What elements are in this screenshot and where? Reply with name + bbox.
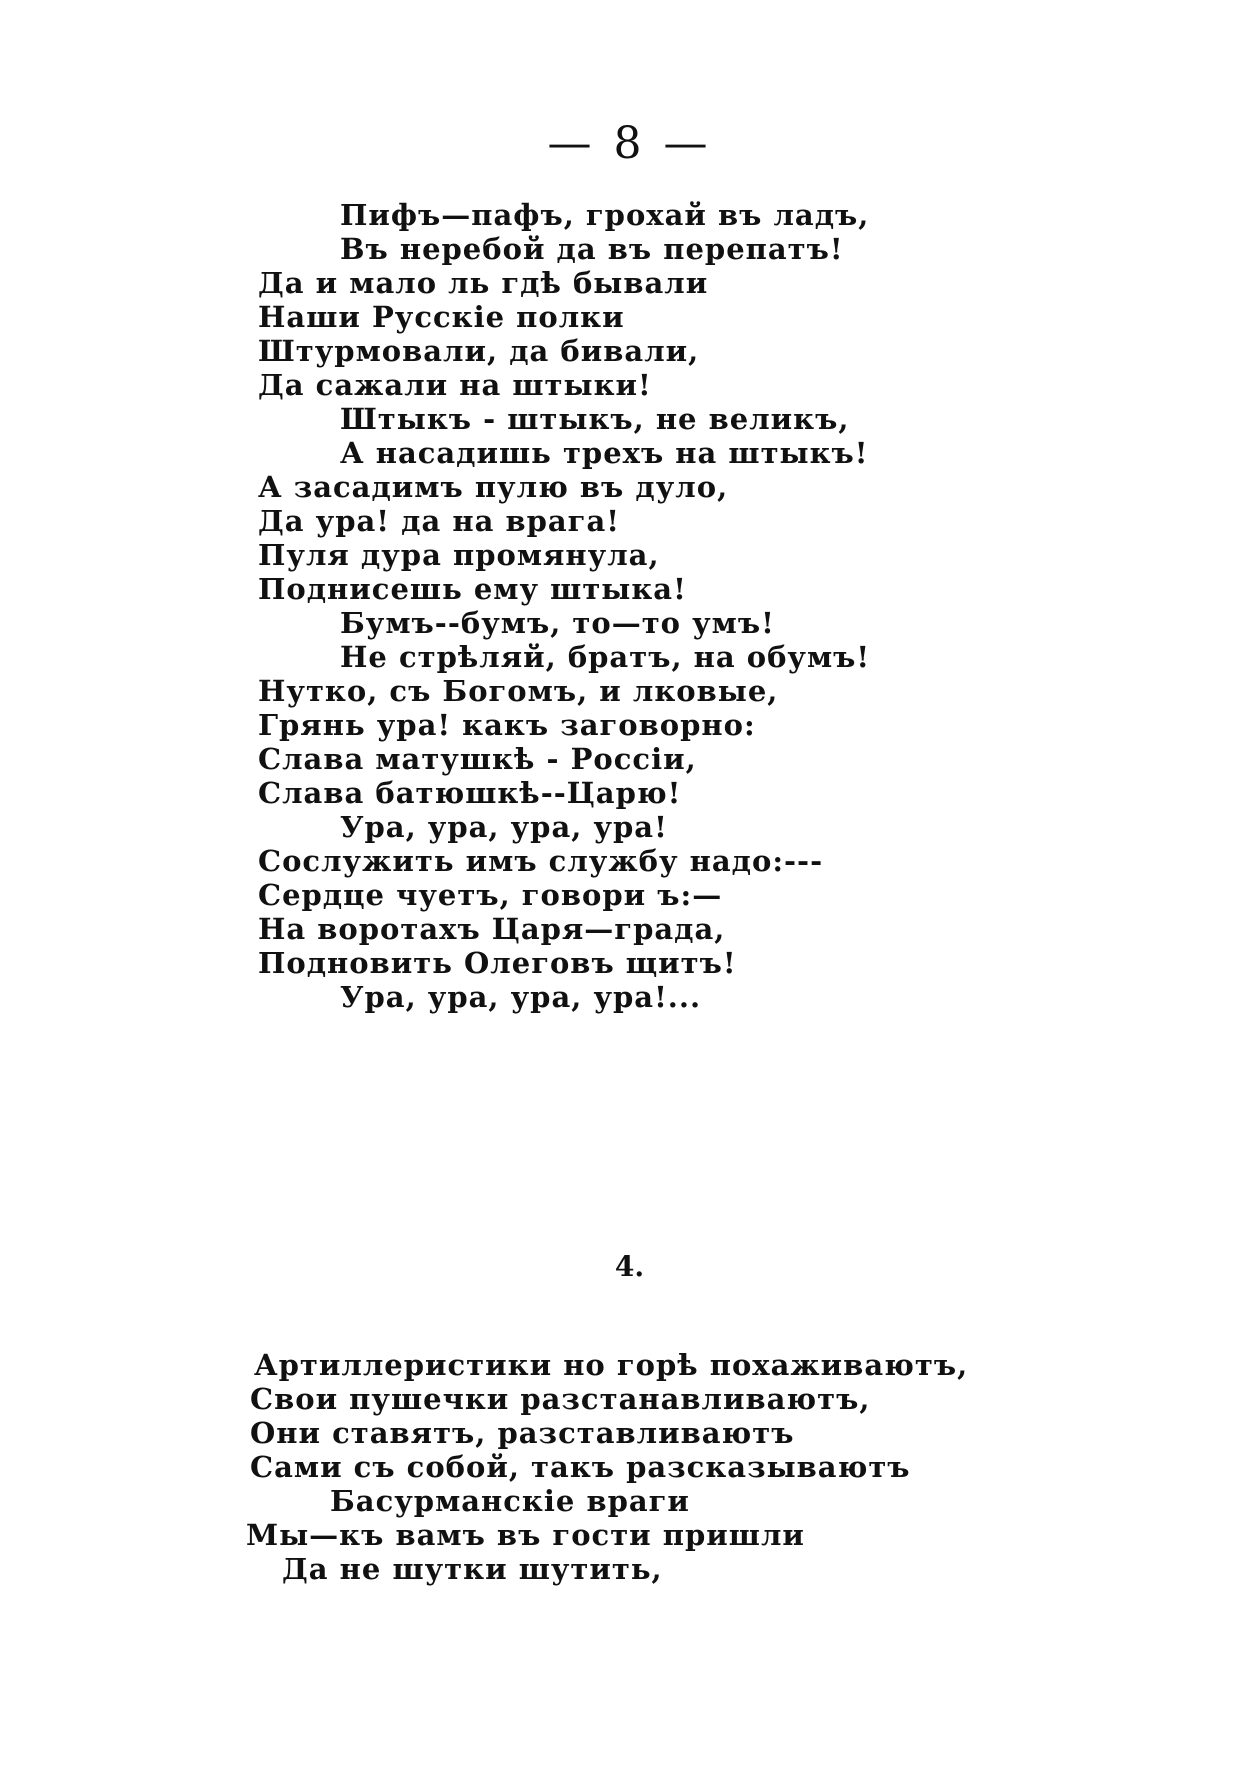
poem-line: На воротахъ Царя—града, xyxy=(258,912,726,946)
poem-line: Мы—къ вамъ въ гости пришли xyxy=(246,1518,805,1552)
poem-line: Да не шутки шутить, xyxy=(282,1552,663,1586)
poem-line: Грянь ура! какъ заговорно: xyxy=(258,708,756,742)
poem-line: Они ставятъ, разставливаютъ xyxy=(250,1416,795,1450)
section-number: 4. xyxy=(614,1250,645,1283)
poem-line: Нутко, съ Богомъ, и лковые, xyxy=(258,674,779,708)
poem-line: Да ура! да на врага! xyxy=(258,504,620,538)
poem-line: Ура, ура, ура, ура! xyxy=(340,810,668,844)
poem-line: А засадимъ пулю въ дуло, xyxy=(258,470,729,504)
poem-line: Артиллеристики но горѣ похаживаютъ, xyxy=(254,1348,969,1382)
poem-line: Бумъ--бумъ, то—то умъ! xyxy=(340,606,775,640)
poem-line: Сослужить имъ службу надо:--- xyxy=(258,844,824,878)
poem-line: Въ неребой да въ перепатъ! xyxy=(340,232,844,266)
poem-line: Ура, ура, ура, ура!... xyxy=(340,980,702,1014)
poem-line: Не стрѣляй, братъ, на обумъ! xyxy=(340,640,871,674)
poem-line: Поднисешь ему штыка! xyxy=(258,572,687,606)
poem-line: Штыкъ - штыкъ, не великъ, xyxy=(340,402,850,436)
poem-line: Сами съ собой, такъ разсказываютъ xyxy=(250,1450,911,1484)
poem-line: Свои пушечки разстанавливаютъ, xyxy=(250,1382,871,1416)
page-number: — 8 — xyxy=(547,118,712,169)
poem-line: Сердце чуетъ, говори ъ:— xyxy=(258,878,723,912)
poem-line: Штурмовали, да бивали, xyxy=(258,334,700,368)
poem-line: Да и мало ль гдѣ бывали xyxy=(258,266,709,300)
poem-line: Наши Русскіе полки xyxy=(258,300,625,334)
poem-line: Пифъ—пафъ, грохай въ ладъ, xyxy=(340,198,870,232)
poem-line: Да сажали на штыки! xyxy=(258,368,652,402)
poem-line: А насадишь трехъ на штыкъ! xyxy=(340,436,869,470)
poem-line: Подновить Олеговъ щитъ! xyxy=(258,946,737,980)
poem-line: Слава матушкѣ - Россіи, xyxy=(258,742,697,776)
poem-line: Пуля дура промянула, xyxy=(258,538,660,572)
poem-line: Басурманскіе враги xyxy=(330,1484,690,1518)
poem-line: Слава батюшкѣ--Царю! xyxy=(258,776,682,810)
